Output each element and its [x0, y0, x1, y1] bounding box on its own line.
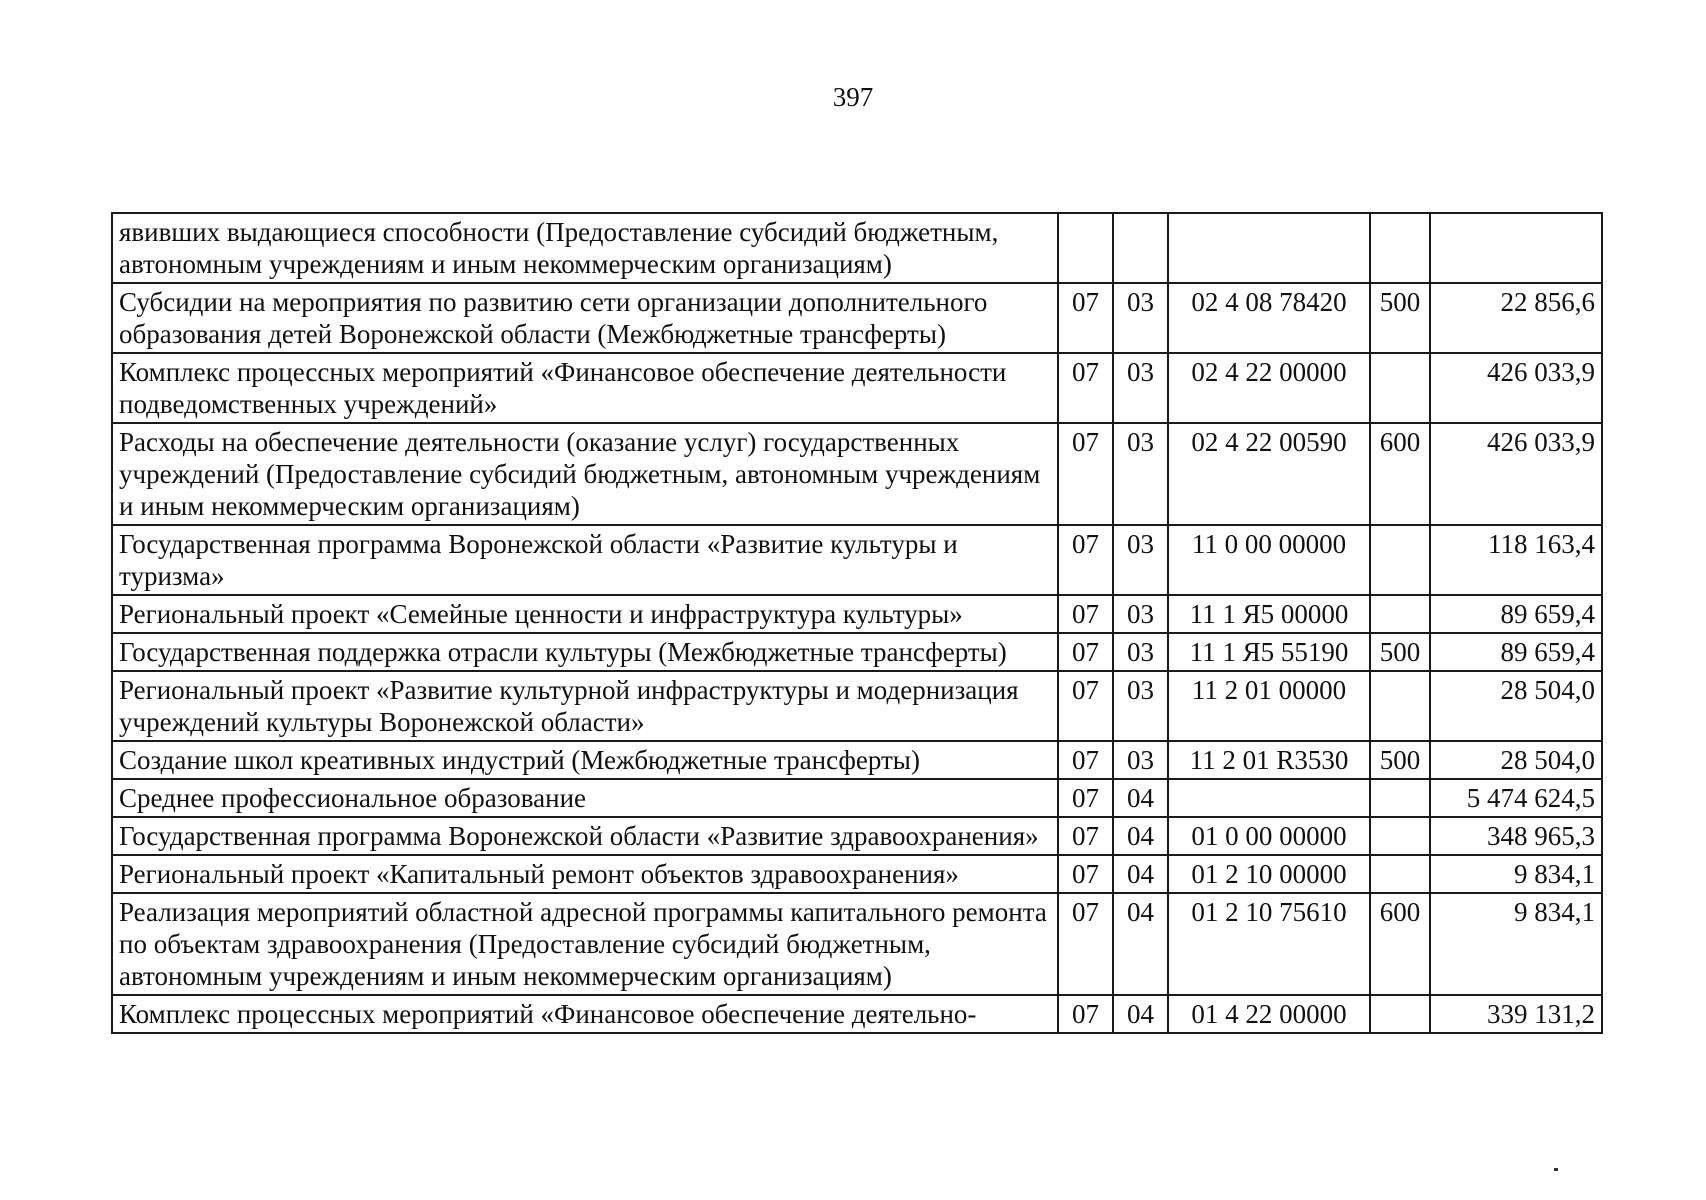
- row-subsection-cell: 03: [1113, 595, 1168, 633]
- row-name-cell: Субсидии на мероприятия по развитию сети организации дополнительного образования детей Воронежской области (Межбюджетные трансферты): [112, 283, 1058, 353]
- row-subsection-cell: 03: [1113, 633, 1168, 671]
- row-amount-cell: 89 659,4: [1430, 633, 1602, 671]
- row-section-cell: 07: [1058, 595, 1113, 633]
- row-csr-cell: 02 4 22 00590: [1168, 423, 1370, 525]
- table-row: [112, 893, 1602, 995]
- row-section-cell: 07: [1058, 893, 1113, 995]
- row-amount-cell: 28 504,0: [1430, 741, 1602, 779]
- row-subsection-cell: 04: [1113, 779, 1168, 817]
- row-csr-cell: 01 2 10 75610: [1168, 893, 1370, 995]
- table-row: [112, 633, 1602, 671]
- row-amount-cell: 348 965,3: [1430, 817, 1602, 855]
- row-expense-type-cell: 600: [1370, 893, 1430, 995]
- table-row: [112, 741, 1602, 779]
- row-amount-cell: 89 659,4: [1430, 595, 1602, 633]
- row-subsection-cell: [1113, 213, 1168, 283]
- row-csr-cell: 11 2 01 R3530: [1168, 741, 1370, 779]
- row-name-cell: Расходы на обеспечение деятельности (оказание услуг) государственных учреждений (Предоставление субсидий бюджетным, автономным учреждениям и иным некоммерческим организациям): [112, 423, 1058, 525]
- row-subsection-cell: 04: [1113, 817, 1168, 855]
- row-amount-cell: 22 856,6: [1430, 283, 1602, 353]
- row-subsection-cell: 03: [1113, 283, 1168, 353]
- row-section-cell: 07: [1058, 353, 1113, 423]
- row-section-cell: 07: [1058, 855, 1113, 893]
- row-subsection-cell: 03: [1113, 353, 1168, 423]
- row-expense-type-cell: [1370, 817, 1430, 855]
- row-csr-cell: 01 2 10 00000: [1168, 855, 1370, 893]
- row-expense-type-cell: [1370, 353, 1430, 423]
- row-name-cell: Государственная программа Воронежской области «Развитие здравоохранения»: [112, 817, 1058, 855]
- row-name-cell: Среднее профессиональное образование: [112, 779, 1058, 817]
- row-expense-type-cell: 600: [1370, 423, 1430, 525]
- row-expense-type-cell: 500: [1370, 741, 1430, 779]
- row-csr-cell: [1168, 213, 1370, 283]
- row-expense-type-cell: [1370, 671, 1430, 741]
- row-name-cell: Региональный проект «Развитие культурной инфраструктуры и модернизация учреждений культуры Воронежской области»: [112, 671, 1058, 741]
- row-subsection-cell: 03: [1113, 423, 1168, 525]
- row-name-cell: Комплекс процессных мероприятий «Финансовое обеспечение деятельно-: [112, 995, 1058, 1033]
- row-name-cell: Комплекс процессных мероприятий «Финансовое обеспечение деятельности подведомственных учреждений»: [112, 353, 1058, 423]
- table-row: [112, 671, 1602, 741]
- row-name-cell: Государственная поддержка отрасли культуры (Межбюджетные трансферты): [112, 633, 1058, 671]
- row-expense-type-cell: [1370, 995, 1430, 1033]
- row-section-cell: 07: [1058, 633, 1113, 671]
- table-row: [112, 423, 1602, 525]
- row-expense-type-cell: [1370, 779, 1430, 817]
- row-csr-cell: 11 0 00 00000: [1168, 525, 1370, 595]
- row-amount-cell: 28 504,0: [1430, 671, 1602, 741]
- row-csr-cell: 11 2 01 00000: [1168, 671, 1370, 741]
- table-row: [112, 353, 1602, 423]
- row-amount-cell: 426 033,9: [1430, 423, 1602, 525]
- row-expense-type-cell: [1370, 213, 1430, 283]
- row-amount-cell: [1430, 213, 1602, 283]
- row-expense-type-cell: [1370, 525, 1430, 595]
- row-csr-cell: 11 1 Я5 55190: [1168, 633, 1370, 671]
- row-expense-type-cell: 500: [1370, 633, 1430, 671]
- row-name-cell: Региональный проект «Капитальный ремонт объектов здравоохранения»: [112, 855, 1058, 893]
- table-row: [112, 995, 1602, 1033]
- row-subsection-cell: 04: [1113, 893, 1168, 995]
- row-subsection-cell: 03: [1113, 671, 1168, 741]
- row-amount-cell: 9 834,1: [1430, 893, 1602, 995]
- row-section-cell: 07: [1058, 283, 1113, 353]
- row-csr-cell: 01 0 00 00000: [1168, 817, 1370, 855]
- table-row: [112, 779, 1602, 817]
- row-section-cell: 07: [1058, 525, 1113, 595]
- table-row: [112, 525, 1602, 595]
- row-subsection-cell: 04: [1113, 855, 1168, 893]
- row-amount-cell: 426 033,9: [1430, 353, 1602, 423]
- row-expense-type-cell: [1370, 855, 1430, 893]
- scan-mark: [1554, 1168, 1558, 1171]
- budget-table-body: [112, 213, 1602, 1033]
- row-subsection-cell: 03: [1113, 741, 1168, 779]
- row-section-cell: 07: [1058, 671, 1113, 741]
- row-csr-cell: 02 4 08 78420: [1168, 283, 1370, 353]
- row-amount-cell: 339 131,2: [1430, 995, 1602, 1033]
- row-name-cell: Реализация мероприятий областной адресной программы капитального ремонта по объектам здравоохранения (Предоставление субсидий бюджетным, автономным учреждениям и иным некоммерческим организациям): [112, 893, 1058, 995]
- row-csr-cell: [1168, 779, 1370, 817]
- row-csr-cell: 11 1 Я5 00000: [1168, 595, 1370, 633]
- row-subsection-cell: 03: [1113, 525, 1168, 595]
- row-section-cell: 07: [1058, 423, 1113, 525]
- row-amount-cell: 9 834,1: [1430, 855, 1602, 893]
- table-row: [112, 595, 1602, 633]
- row-expense-type-cell: 500: [1370, 283, 1430, 353]
- row-amount-cell: 5 474 624,5: [1430, 779, 1602, 817]
- row-name-cell: Региональный проект «Семейные ценности и инфраструктура культуры»: [112, 595, 1058, 633]
- page-number: 397: [832, 82, 874, 112]
- row-name-cell: Создание школ креативных индустрий (Межбюджетные трансферты): [112, 741, 1058, 779]
- row-section-cell: [1058, 213, 1113, 283]
- table-row: [112, 855, 1602, 893]
- table-row: [112, 213, 1602, 283]
- row-name-cell: явивших выдающиеся способности (Предоставление субсидий бюджетным, автономным учреждениям и иным некоммерческим организациям): [112, 213, 1058, 283]
- budget-table: [111, 212, 1603, 1034]
- row-section-cell: 07: [1058, 741, 1113, 779]
- row-csr-cell: 02 4 22 00000: [1168, 353, 1370, 423]
- row-section-cell: 07: [1058, 779, 1113, 817]
- row-csr-cell: 01 4 22 00000: [1168, 995, 1370, 1033]
- row-section-cell: 07: [1058, 995, 1113, 1033]
- row-section-cell: 07: [1058, 817, 1113, 855]
- row-name-cell: Государственная программа Воронежской области «Развитие культуры и туризма»: [112, 525, 1058, 595]
- row-amount-cell: 118 163,4: [1430, 525, 1602, 595]
- table-row: [112, 817, 1602, 855]
- row-expense-type-cell: [1370, 595, 1430, 633]
- row-subsection-cell: 04: [1113, 995, 1168, 1033]
- table-row: [112, 283, 1602, 353]
